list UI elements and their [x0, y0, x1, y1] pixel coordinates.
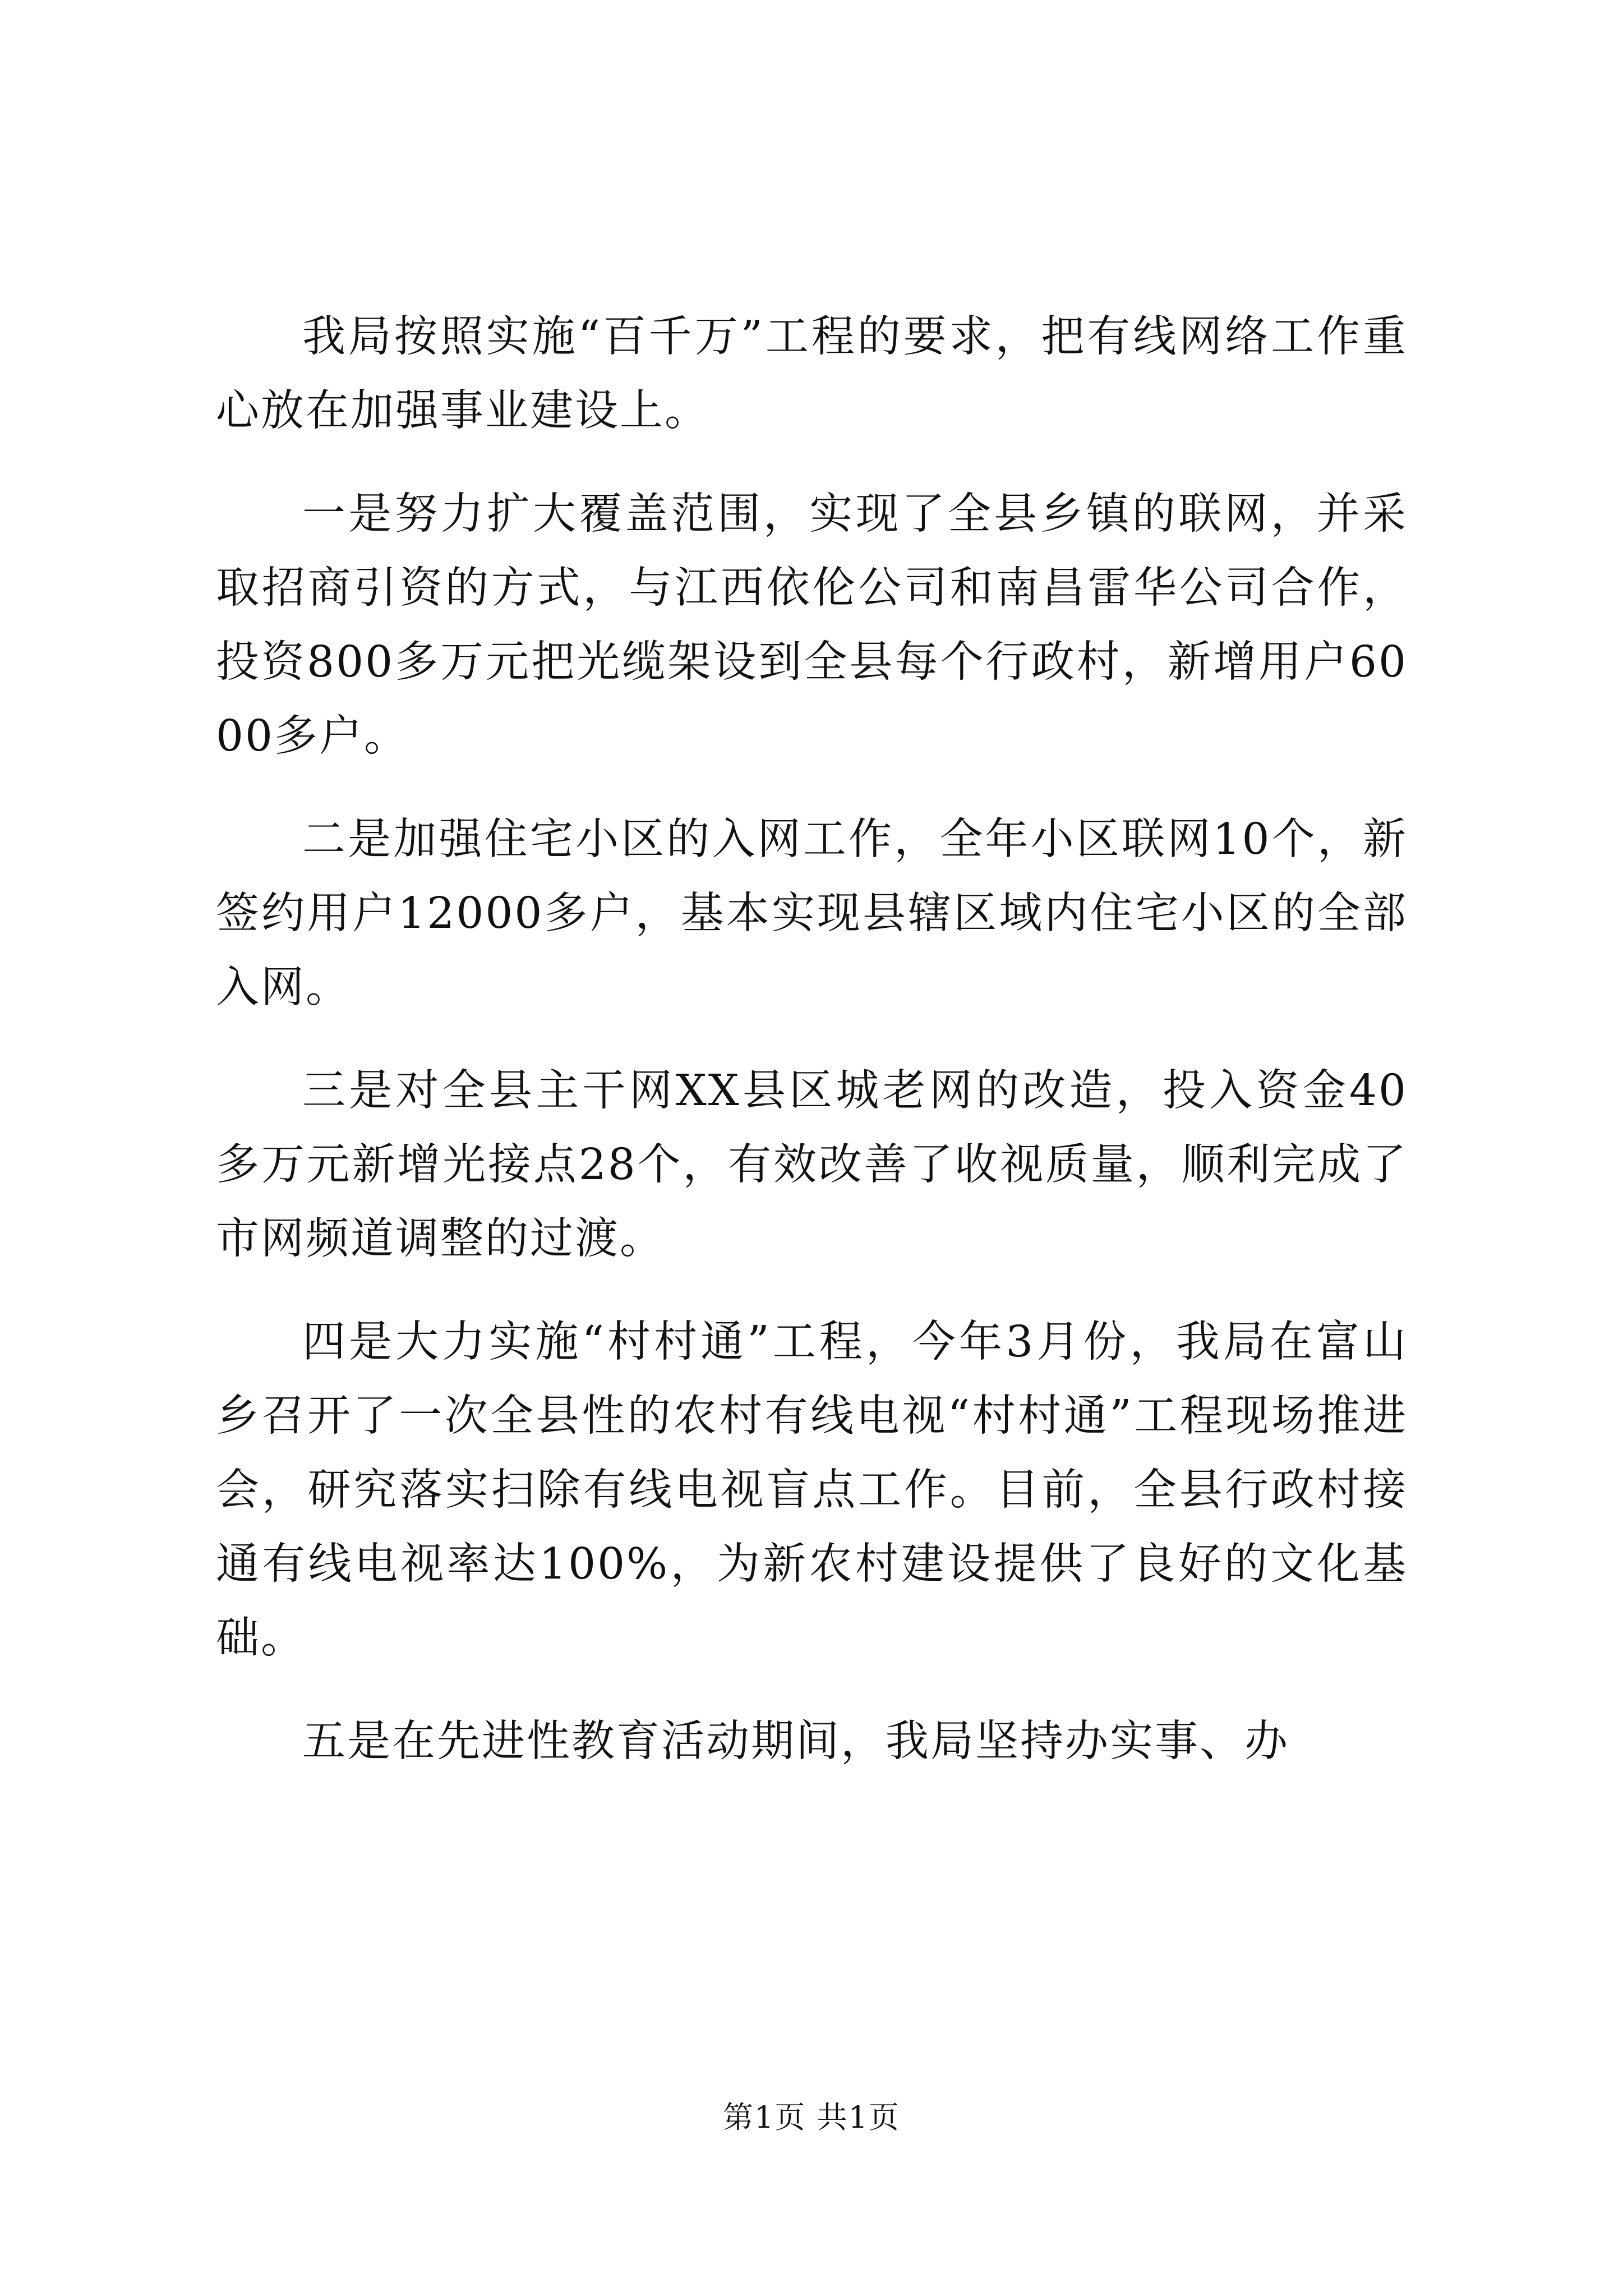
paragraph-item-1: 一是努力扩大覆盖范围，实现了全县乡镇的联网，并采取招商引资的方式，与江西依伦公司和南昌雷华公司合作，投资800多万元把光缆架设到全县每个行政村，新增用户6000多户。 [216, 489, 1408, 761]
paragraph-item-2: 二是加强住宅小区的入网工作，全年小区联网10个，新签约用户12000多户，基本实现县辖区域内住宅小区的全部入网。 [216, 815, 1408, 1013]
paragraph-item-4: 四是大力实施“村村通”工程，今年3月份，我局在富山乡召开了一次全县性的农村有线电视“村村通”工程现场推进会，研究落实扫除有线电视盲点工作。目前，全县行政村接通有线电视率达100%，为新农村建设提供了良好的文化基础。 [216, 1317, 1408, 1663]
paragraph-item-5: 五是在先进性教育活动期间，我局坚持办实事、办 [302, 1717, 1289, 1766]
paragraph-intro: 我局按照实施“百千万”工程的要求，把有线网络工作重心放在加强事业建设上。 [216, 312, 1408, 436]
paragraph-item-3: 三是对全县主干网XX县区城老网的改造，投入资金40多万元新增光接点28个，有效改善了收视质量，顺利完成了市网频道调整的过渡。 [216, 1066, 1408, 1264]
document-body [216, 300, 1408, 1808]
page-number-footer: 第1页 共1页 [723, 2100, 900, 2135]
